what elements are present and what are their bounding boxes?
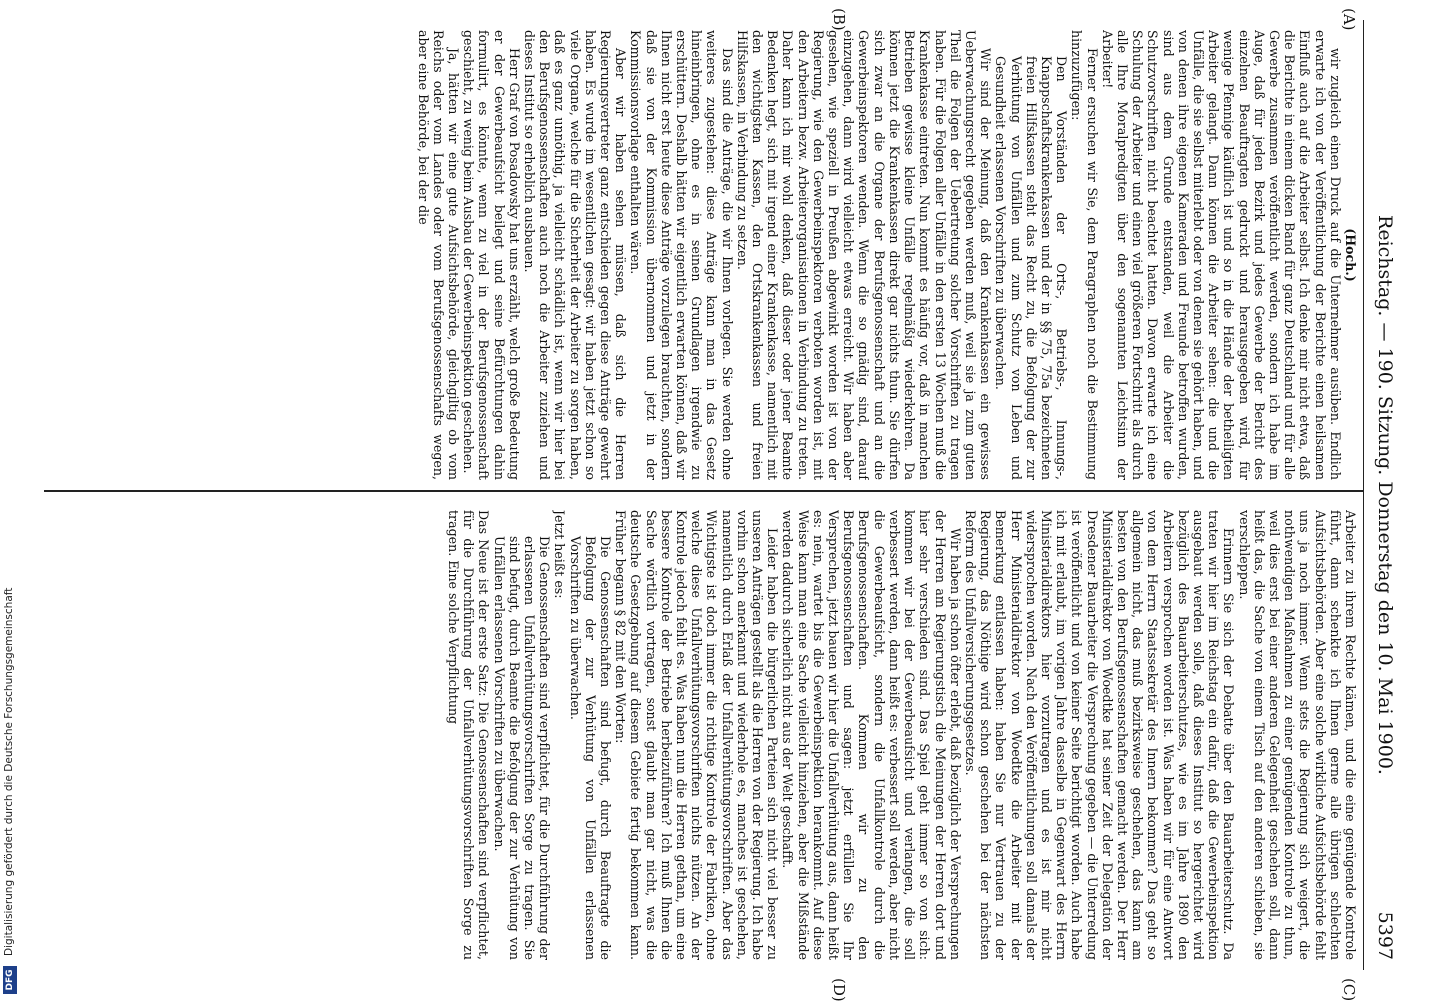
paragraph: Wir haben ja schon öfter erlebt, daß bezüglich der Versprechungen der Herren am Regierungstisch die Meinungen der Herren dort und hier sehr verschieden sind. Das Spiel geht immer so von sich: kommen wir bei der Gewerbeaufsicht und verlangen, die soll verbessert werden, dann heißt es: verbessert soll werden, aber nicht die Gewerbeaufsicht, sondern die Unfallkontrole durch die Berufsgenossenschaften. Kommen wir zu den Berufsgenossenschaften und sagen: jetzt erfüllen Sie Ihr Versprechen, jetzt bauen wir hier die Unfallverhütung aus, dann heißt es: nein, wartet bis die Gewerbeinspektion herankommt. Auf diese Weise kann man eine Sache vielleicht hinziehen, aber die Mißstände werden dadurch sicherlich nicht aus der Welt geschafft.	[780, 510, 963, 960]
paragraph: Ferner ersuchen wir Sie, dem Paragraphen noch die Bestimmung hinzuzufügen:	[1069, 30, 1100, 480]
paragraph: Wir sind der Meinung, daß den Krankenkassen ein gewisses Ueberwachungsrecht gegeben werden muß, weil sie ja zum guten Theil die Folgen der Uebertretung solcher Vorschriften zu tragen haben. Für die Folgen aller Unfälle in den ersten 13 Wochen muß die Krankenkasse eintreten. Nun kommt es häufig vor, daß in manchen Betrieben gewisse kleine Unfälle regelmäßig wiederkehren. Da können jetzt die Krankenkassen direkt gar nichts thun. Sie dürfen sich zwar an die Organe der Berufsgenossenschaft und an die Gewerbeinspektoren wenden. Wenn die so gnädig sind, darauf einzugehen, dann wird vielleicht etwas erreicht. Wir haben aber gesehen, wie speziell in Preußen abgewinkt worden ist von der Regierung, wie den Gewerbeinspektoren verboten worden ist, mit den Arbeitern bezw. Arbeiterorganisationen in Verbindung zu treten. Daher kann ich mir wohl denken, daß dieser oder jener Beamte Bedenken hegt, sich mit irgend einer Krankenkasse, namentlich mit den wichtigsten Kassen, den Ortskrankenkassen und freien Hilfskassen, in Verbindung zu setzen.	[734, 30, 994, 480]
page-header	[1366, 20, 1396, 970]
quoted-provision: Den Vorständen der Orts-, Betriebs-, Innungs-, Knappschaftskrankenkassen und der in §§ 75, 75a bezeichneten freien Hilfskassen steht das Recht zu, die Befolgung der zur Verhütung von Unfällen und zum Schutz von Leben und Gesundheit erlassenen Vorschriften zu überwachen.	[993, 56, 1070, 480]
dfg-logo: DFG	[3, 966, 17, 994]
page-content	[24, 8, 1404, 1002]
paragraph: Arbeiter zu ihrem Rechte kämen, und die eine genügende Kontrole führt, dann schenkte ich Ihnen gerne alle übrigen schlechten Aufsichtsbehörden. Aber eine solche wirkliche Aufsichtsbehörde fehlt uns ja noch immer. Wenn stets die Regierung sich weigert, die nothwendigen Maßnahmen zu einer genügenden Kontrole zu thun, weil dies erst bei einer anderen Gelegenheit geschehen soll, dann heißt das, die Sache von einem Tisch auf den anderen schieben, sie verschleppen.	[1236, 510, 1358, 960]
credit-text: Digitalisierung gefördert durch die Deutsche Forschungsgemeinschaft	[3, 587, 15, 956]
left-column	[48, 30, 1358, 480]
paragraph: Leider haben die bürgerlichen Parteien sich nicht viel besser zu unseren Anträgen gestellt als die Herren von der Regierung. Ich habe vorhin schon anerkannt und wiederhole es, manches ist geschehen, namentlich durch Erlaß der Unfallverhütungsvorschriften. Aber das Wichtigste ist doch immer die richtige Kontrole der Fabriken, ohne welche diese Unfallverhütungsvorschriften nichts nützen. An der Kontrole jedoch fehlt es. Was haben nun die Herren gethan, um eine bessere Kontrole der Betriebe herbeizuführen? Ich muß Ihnen die Sache wörtlich vortragen, sonst glaubt man gar nicht, was die deutsche Gesetzgebung auf diesem Gebiete fertig bekommen kann. Früher begann § 82 mit den Worten:	[613, 510, 781, 960]
margin-letter-a: (A)	[1340, 8, 1358, 31]
margin-letter-c: (C)	[1340, 978, 1358, 1002]
paragraph: Jetzt heißt es:	[552, 510, 568, 599]
paragraph: wir zugleich einen Druck auf die Unternehmer ausüben. Endlich erwarte ich von der Veröffentlichung der Berichte einen heilsamen Einfluß auch auf die Arbeiter selbst. Ich denke mir nicht etwa, daß die Berichte in einem dicken Band für ganz Deutschland und für alle Gewerbe zusammen veröffentlicht werden, sondern ich habe im Auge, daß für jeden Bezirk und jedes Gewerbe der Bericht des einzelnen Beauftragten gedruckt und herausgegeben wird, für wenige Pfennige käuflich ist und so in die Hände der betheiligten Arbeiter gelangt. Dann können die Arbeiter sehen: die und die Unfälle, die sie selbst miterlebt oder von denen sie gehört haben, und von denen ihre eigenen Kameraden und Freunde betroffen wurden, sind aus dem Grunde entstanden, weil die Arbeiter die Schutzvorschriften nicht beachtet hatten. Davon erwarte ich eine Schulung der Arbeiter und einen viel größeren Fortschritt als durch alle Ihre Moralpredigten über den sogenannten Leichtsinn der Arbeiter!	[1099, 30, 1343, 480]
paragraph: Herr Graf von Posadowsky hat uns erzählt, welch große Bedeutung er der Gewerbeaufsicht beilegt und seine Befürchtungen dahin formulirt, es könnte, wenn zu viel in der Berufsgenossenschaft geschieht, zu wenig beim Ausbau der Gewerbeinspektion geschehen.	[461, 30, 522, 480]
speaker-tag: (Hoch.)	[1343, 228, 1358, 282]
digitization-credit	[0, 0, 22, 1000]
quoted-provision: Die Genossenschaften sind befugt, durch Beauftragte die Befolgung der zur Verhütung von Unfällen erlassenen Vorschriften zu überwachen.	[567, 536, 614, 960]
right-column	[48, 510, 1358, 960]
paragraph: Erinnern Sie sich der Debatte über den Bauarbeiterschutz. Da traten wir hier im Reichstag ein dafür, daß die Gewerbeinspektion ausgebaut werden solle, daß dieses Institut so hergerichtet wird bezüglich des Bauarbeiterschutzes, wie es im Jahre 1890 den Arbeitern versprochen worden ist. Was haben wir für eine Antwort von dem Herrn Staatssekretär des Innern bekommen? Das geht so allgemein nicht, das muß bezirksweise geschehen, das kann am besten von den Berufsgenossenschaften gemacht werden. Der Herr Ministerialdirektor von Woedtke hat seiner Zeit der Delegation der Dresdener Bauarbeiter die Versprechung gegeben — die Unterredung ist veröffentlicht und von keiner Seite berichtigt worden. Auch habe ich mit erlaubt, im vorigen Jahre dasselbe in Gegenwart des Herrn Ministerialdirektors hier vorzutragen und es ist mir nicht widersprochen worden. Nach den Veröffentlichungen soll damals der Herr Ministerialdirektor von Woedtke die Arbeiter mit der Bemerkung entlassen haben: haben Sie nur Vertrauen zu der Regierung, das Nöthige wird schon geschehen bei der nächsten Reform des Unfallversicherungsgesetzes.	[962, 510, 1237, 960]
header-rule	[1363, 20, 1364, 970]
quoted-provision: Die Genossenschaften sind verpflichtet, für die Durchführung der erlassenen Unfallverhütungsvorschriften Sorge zu tragen. Sie sind befugt, durch Beamte die Befolgung der zur Verhütung von Unfällen erlassenen Vorschriften zu überwachen.	[491, 536, 553, 960]
paragraph: Aber wir haben sehen müssen, daß sich die Herren Regierungsvertreter ganz entschieden gegen diese Anträge gewehrt haben. Es wurde im wesentlichen gesagt: wir haben jetzt schon so viele Organe, welche für die Sicherheit der Arbeiter zu sorgen haben, daß es ganz unnöthig, ja vielleicht schädlich ist, wenn wir hier bei den Berufsgenossenschaften auch noch die Arbeiter zuziehen und dieses Institut so erheblich ausbauen.	[522, 30, 629, 480]
paragraph: Ja, hätten wir eine gute Aufsichtsbehörde, gleichgiltig ob vom Reichs oder vom Landes oder vom Berufsgenossenschafts wegen, aber eine Behörde, bei der die	[415, 30, 462, 480]
paragraph: Das sind die Anträge, die wir Ihnen vorlegen. Sie werden ohne weiteres zugestehen: diese Anträge kann man in das Gesetz hineinbringen, ohne es in seinen Grundlagen irgendwie zu erschüttern. Deshalb hätten wir eigentlich erwarten können, daß wir Ihnen nicht erst heute diese Anträge vorzulegen brauchten, sondern daß sie von der Kommission übernommen und jetzt in der Kommissionsvorlage enthalten wären.	[628, 30, 735, 480]
page-number: 5397	[1374, 911, 1396, 960]
running-head: Reichstag. — 190. Sitzung. Donnerstag den 10. Mai 1900.	[1374, 215, 1396, 775]
margin-letter-d: (D)	[830, 978, 848, 1002]
column-divider	[44, 490, 1364, 492]
paragraph: Das Neue ist der erste Satz: Die Genossenschaften sind verpflichtet, für die Durchführung der Unfallverhütungsvorschriften Sorge zu tragen. Eine solche Verpflichtung	[446, 510, 492, 960]
margin-letter-b: (B)	[830, 8, 848, 31]
